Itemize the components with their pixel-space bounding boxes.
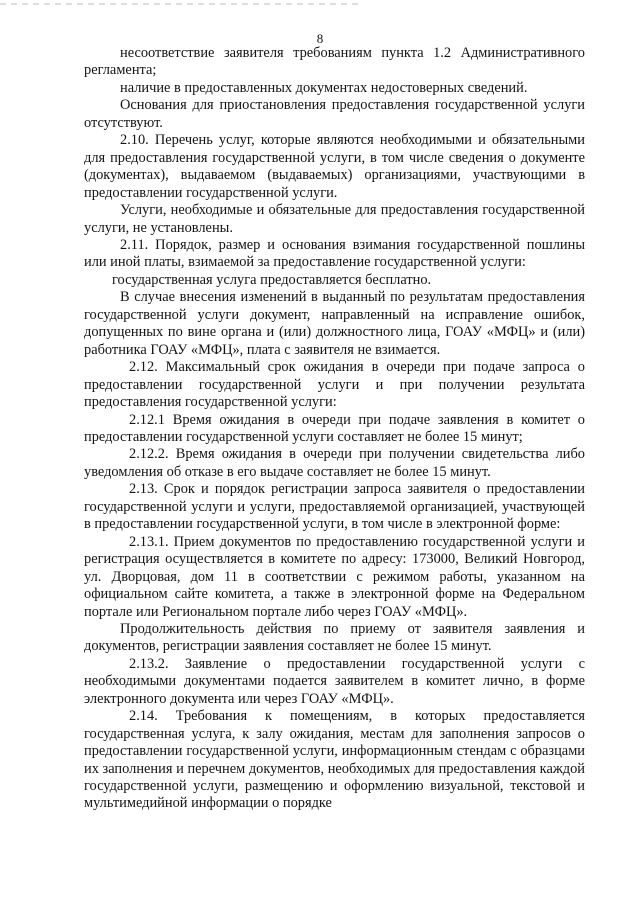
document-body	[84, 45, 585, 813]
paragraph: Продолжительность действия по приему от заявителя заявления и документов, регистрации заявления составляет не более 15 минут.	[84, 620, 585, 655]
scan-artifact-line	[0, 3, 360, 5]
paragraph: Услуги, необходимые и обязательные для предоставления государственной услуги, не установлены.	[84, 202, 585, 236]
paragraph: 2.12. Максимальный срок ожидания в очереди при подаче запроса о предоставлении государственной услуги и при получении результата предоставления государственной услуги:	[84, 359, 585, 411]
paragraph: 2.13.1. Прием документов по предоставлению государственной услуги и регистрация осуществляется в комитете по адресу: 173000, Великий Новгород, ул. Дворцовая, дом 11 в соответствии с режимом работы, указанном на официальном сайте комитета, а также в электронной форме на Федеральном портале или Региональном портале либо через ГОАУ «МФЦ».	[84, 533, 585, 620]
paragraph: 2.13. Срок и порядок регистрации запроса заявителя о предоставлении государственной услуги и услуги, предоставляемой организацией, участвующей в предоставлении государственной услуги, в том числе в электронной форме:	[84, 481, 585, 533]
paragraph: В случае внесения изменений в выданный по результатам предоставления государственной услуги документ, направленный на исправление ошибок, допущенных по вине органа и (или) должностного лица, ГОАУ «МФЦ» и (или) работника ГОАУ «МФЦ», плата с заявителя не взимается.	[84, 289, 585, 358]
paragraph: 2.14. Требования к помещениям, в которых предоставляется государственная услуга, к залу ожидания, местам для заполнения запросов о предоставлении государственной услуги, информационным стендам с образцами их заполнения и перечнем документов, необходимых для предоставления каждой государственной услуги, размещению и оформлению визуальной, текстовой и мультимедийной информации о порядке	[84, 708, 585, 812]
paragraph: государственная услуга предоставляется бесплатно.	[112, 271, 432, 288]
paragraph: 2.13.2. Заявление о предоставлении государственной услуги с необходимыми документами подается заявителем в комитет лично, в форме электронного документа или через ГОАУ «МФЦ».	[84, 655, 585, 707]
paragraph: Основания для приостановления предоставления государственной услуги отсутствуют.	[84, 97, 585, 131]
paragraph: 2.11. Порядок, размер и основания взимания государственной пошлины или иной платы, взимаемой за предоставление государственной услуги:	[84, 236, 585, 271]
page-number: 8	[316, 31, 324, 46]
paragraph: наличие в предоставленных документах недостоверных сведений.	[120, 79, 528, 96]
paragraph: 2.12.2. Время ожидания в очереди при получении свидетельства либо уведомления об отказе в его выдаче составляет не более 15 минут.	[84, 446, 585, 480]
paragraph: 2.10. Перечень услуг, которые являются необходимыми и обязательными для предоставления государственной услуги, в том числе сведения о документе (документах), выдаваемом (выдаваемых) организациями, участвующими в предоставлении государственной услуги.	[84, 132, 585, 201]
paragraph: 2.12.1 Время ожидания в очереди при подаче заявления в комитет о предоставлении государственной услуги составляет не более 15 минут;	[84, 411, 585, 445]
paragraph: несоответствие заявителя требованиям пункта 1.2 Административного регламента;	[84, 45, 585, 79]
